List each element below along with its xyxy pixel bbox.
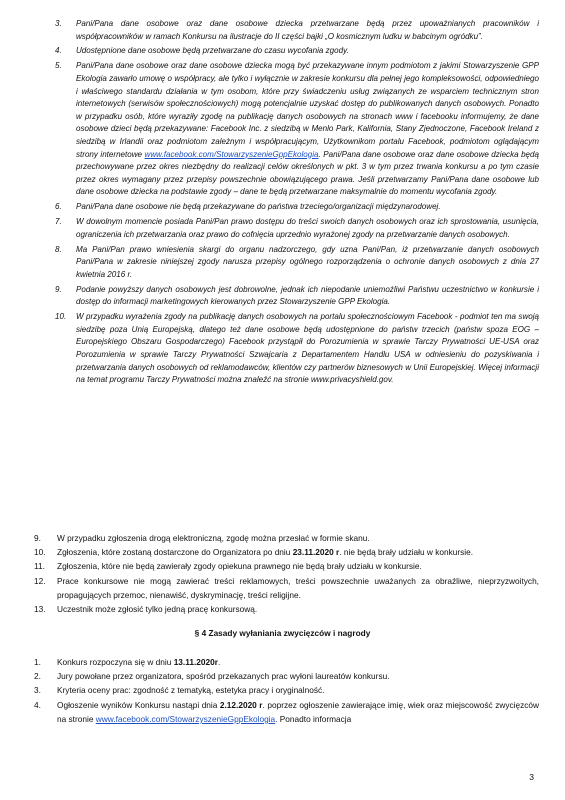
item-text: W przypadku wyrażenia zgody na publikację danych osobowych na portalu społecznościowym Facebook - podmiot ten ma swoją siedzibę poza Unią Europejską, dlatego też dane osobowe będą udostępnione do państw trzecich (państw spoza EOG – Europejskiego Obszaru Gospodarczego) Facebook przystąpił do Porozumienia w sprawie Tarczy Prywatności UE-USA oraz Porozumienia w sprawie Tarczy Prywatności Szwajcaria z Departamentem Handlu USA w odniesieniu do pozyskiwania i przetwarzania danych osobowych od reklamodawców, klientów czy partnerów biznesowych w Unii Europejskiej. Więcej informacji na temat programu Tarczy Prywatności można znaleźć na stronie www.privacyshield.gov. (76, 312, 539, 385)
item-number: 10. (55, 312, 67, 322)
list-item (55, 18, 539, 43)
item-number: 12. (34, 575, 46, 586)
list-item (55, 45, 539, 58)
item-text: Pani/Pana dane osobowe oraz dane osobowe dziecka mogą być przekazywane innym podmiotom z jakimi Stowarzyszenie GPP Ekologia zawarło umowę o współpracy, ale tylko i wyłącznie w zakresie konkursu dla pełnej jego kompleksowości, odpowiedniego i właściwego standardu działania w tym osobom, które przy świadczeniu usług związanych ze wsparciem technicznym stron internetowych (serwisów społecznościowych) mogą potencjalnie uzyskać dostęp do publikowanych danych osobowych. Ponadto w przypadku osób, które wyraziły zgodę na publikację danych osobowych na stronach www i facebooku informujemy, że dane osobowe dzieci będą przekazywane: Facebook Inc. z siedzibą w Menlo Park, Kalifornia, Stany Zjednoczone, Facebook Ireland z siedzibą w Irlandii oraz podmiotom zależnym i współpracującym, Użytkownikom portalu Facebook, podmiotom oglądającym strony internetowe (76, 61, 539, 159)
rules-list (34, 531, 539, 616)
item-text: Zgłoszenia, które zostaną dostarczone do Organizatora po dniu (57, 547, 293, 558)
item-text: Konkurs rozpoczyna się w dniu (57, 657, 174, 667)
item-number: 1. (34, 657, 41, 667)
item-number: 4. (34, 699, 41, 710)
item-number: 6. (55, 202, 62, 212)
item-text-continued: . nie będą brały udziału w konkursie. (339, 547, 474, 558)
item-number: 4. (55, 46, 62, 56)
deadline-date: 23.11.2020 r (292, 547, 340, 558)
item-number: 2. (34, 671, 41, 682)
list-item (34, 669, 539, 683)
list-item (55, 201, 539, 214)
item-text: Ogłoszenie wyników Konkursu nastąpi dnia (57, 699, 220, 710)
list-item (34, 683, 539, 697)
results-date: 2.12.2020 r (219, 699, 263, 710)
item-text-continued: . poprzez ogłoszenie zawierające imię, wiek oraz miejscowość zwycięzców na stronie (57, 699, 539, 724)
list-item (34, 545, 539, 559)
list-item (34, 574, 539, 602)
item-number: 3. (34, 685, 41, 696)
item-number: 5. (55, 61, 62, 71)
list-item (55, 284, 539, 309)
facebook-link[interactable]: www.facebook.com/StowarzyszenieGppEkologia (95, 713, 276, 724)
item-number: 13. (34, 604, 46, 615)
item-text: Udostępnione dane osobowe będą przetwarzane do czasu wycofania zgody. (76, 46, 349, 56)
list-item (34, 655, 539, 669)
item-text: Kryteria oceny prac: zgodność z tematyką, estetyka pracy i oryginalność. (57, 685, 325, 696)
privacy-clause-list (55, 18, 539, 389)
item-number: 7. (55, 217, 62, 227)
item-text: W przypadku zgłoszenia drogą elektroniczną, zgodę można przesłać w formie skanu. (57, 533, 370, 543)
facebook-link[interactable]: www.facebook.com/StowarzyszenieGppEkologia (144, 149, 319, 159)
start-date: 13.11.2020r (173, 657, 218, 667)
list-item (34, 698, 539, 726)
item-text: Pani/Pana dane osobowe nie będą przekazywane do państwa trzeciego/organizacji międzynarodowej. (76, 202, 441, 212)
item-number: 9. (55, 284, 62, 294)
list-item (34, 531, 539, 545)
list-item (55, 244, 539, 282)
item-number: 11. (34, 561, 45, 572)
page-number: 3 (529, 772, 534, 782)
item-number: 9. (34, 533, 41, 543)
item-number: 3. (55, 19, 62, 28)
list-item (55, 216, 539, 241)
item-text: Uczestnik może zgłosić tylko jedną pracę konkursową. (57, 604, 258, 615)
item-number: 10. (34, 547, 46, 558)
item-text: Prace konkursowe nie mogą zawierać treści reklamowych, treści powszechnie uważanych za obraźliwe, nieprzyzwoitych, propagujących przemoc, nienawiść, dyskryminację, treści religijne. (57, 575, 539, 600)
item-text: Pani/Pana dane osobowe oraz dane osobowe dziecka przetwarzane będą przez upoważnianych pracowników i współpracowników w ramach Konkursu na ilustracje do II części bajki „O kosmicznym ludku w babcinym ogródku”. (76, 19, 539, 41)
list-item (55, 311, 539, 387)
item-number: 8. (55, 244, 62, 254)
item-text-continued: . Pani/Pana dane osobowe oraz dane osobowe dziecka będą przechowywane przez okres niezbędny do realizacji celów określonych w pkt. 3 w tym przez trwania konkursu a po tym czasie przez okres wymagany przez przepisy powszechnie obowiązującego prawa. Jeśli przetwarzamy Pani/Pana dane osobowe lub dane osobowe dziecka na podstawie zgody – dane te będą przetwarzane maksymalnie do momentu wycofania zgody. (76, 149, 539, 197)
list-item (34, 559, 539, 573)
item-text: Podanie powyższy danych osobowych jest dobrowolne, jednak ich niepodanie uniemożliwi Państwu uczestnictwo w konkursie i dostęp do informacji marketingowych kierowanych przez Stowarzyszenie GPP Ekologia. (76, 284, 539, 307)
item-text: W dowolnym momencie posiada Pani/Pan prawo dostępu do treści swoich danych osobowych oraz ich sprostowania, usunięcia, ograniczenia ich przetwarzania oraz prawo do cofnięcia uprzednio wyrażonej zgody na przetwarzanie danych osobowych. (76, 217, 539, 239)
item-text-continued: . (217, 657, 221, 667)
section-heading: § 4 Zasady wyłaniania zwycięzców i nagrody (194, 628, 371, 638)
list-item (34, 602, 539, 616)
awards-rules-list (34, 655, 539, 726)
list-item (55, 60, 539, 199)
item-text-tail: . Ponadto informacja (275, 713, 352, 724)
item-text: Zgłoszenia, które nie będą zawierały zgody opiekuna prawnego nie będą brały udziału w konkursie. (57, 561, 422, 572)
item-text: Ma Pani/Pan prawo wniesienia skargi do organu nadzorczego, gdy uzna Pani/Pan, iż przetwarzanie danych osobowych Pani/Pana w zakresie niniejszej zgody narusza przepisy ogólnego rozporządzenia o ochronie danych osobowych z dnia 27 kwietnia 2016 r. (76, 244, 539, 279)
item-text: Jury powołane przez organizatora, spośród przekazanych prac wyłoni laureatów konkursu. (57, 671, 390, 682)
